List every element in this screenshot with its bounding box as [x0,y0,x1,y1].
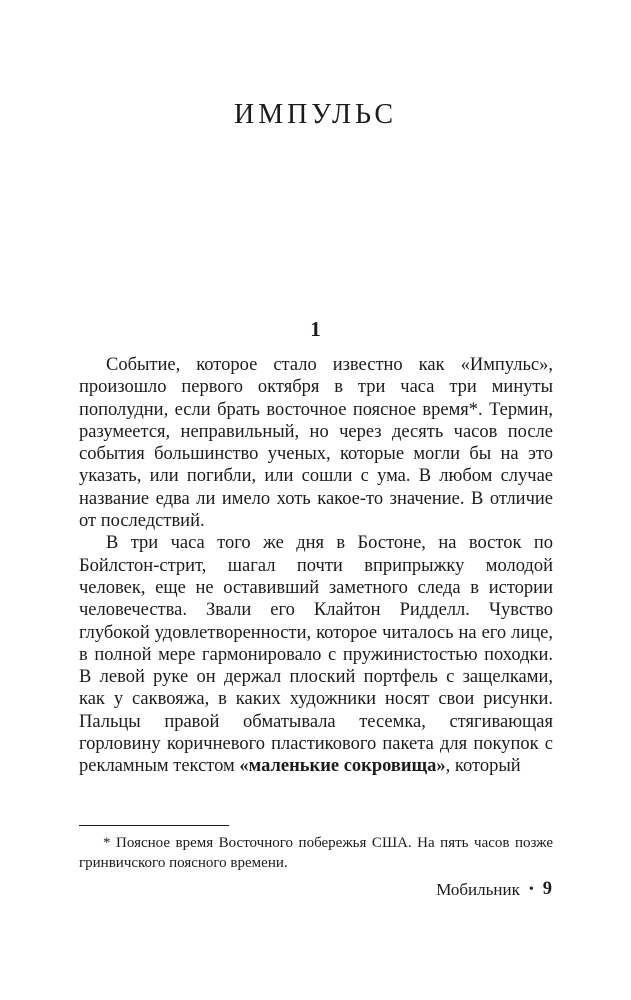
paragraph-2 [79,532,553,777]
page-number: 9 [542,879,552,899]
page-footer [436,879,552,900]
paragraph-2-text: В три часа того же дня в Бостоне, на восток по Бойлстон-стрит, шагал почти вприпрыжку молодой человек, еще не оставивший заметного следа в истории человечества. Звали его Клайтон Ридделл. Чувство глубокой удовлетворенности, которое читалось на его лице, в полной мере гармонировало с пружинистостью походки. В левой руке он держал плоский портфель с защелками, как у саквояжа, в каких художники носят свои рисунки. Пальцы правой обматывала тесемка, стягивающая горловину коричневого пластикового пакета для покупок с рекламным текстом [79,533,553,777]
footnote [79,825,553,873]
footnote-text: * Поясное время Восточного побережья США. На пять часов позже гринвичского поясного времени. [79,835,553,871]
paragraph-1: Событие, которое стало известно как «Импульс», произошло первого октября в три часа три минуты пополудни, если брать восточное поясное время*. Термин, разумеется, неправильный, но через десять часов после события большинство ученых, которые могли бы на это указать, или погибли, или сошли с ума. В любом случае название едва ли имело хоть какое-то значение. В отличие от последствий. [79,355,553,532]
paragraph-2-bold-phrase: «маленькие сокровища» [239,756,446,777]
body-text [79,354,553,778]
chapter-title: ИМПУЛЬС [233,99,398,130]
footnote-separator-rule [79,825,229,826]
footer-bullet: • [528,881,534,897]
paragraph-2-tail: , который [445,756,521,777]
chapter-number: 1 [310,317,321,341]
running-title: Мобильник [436,879,520,899]
